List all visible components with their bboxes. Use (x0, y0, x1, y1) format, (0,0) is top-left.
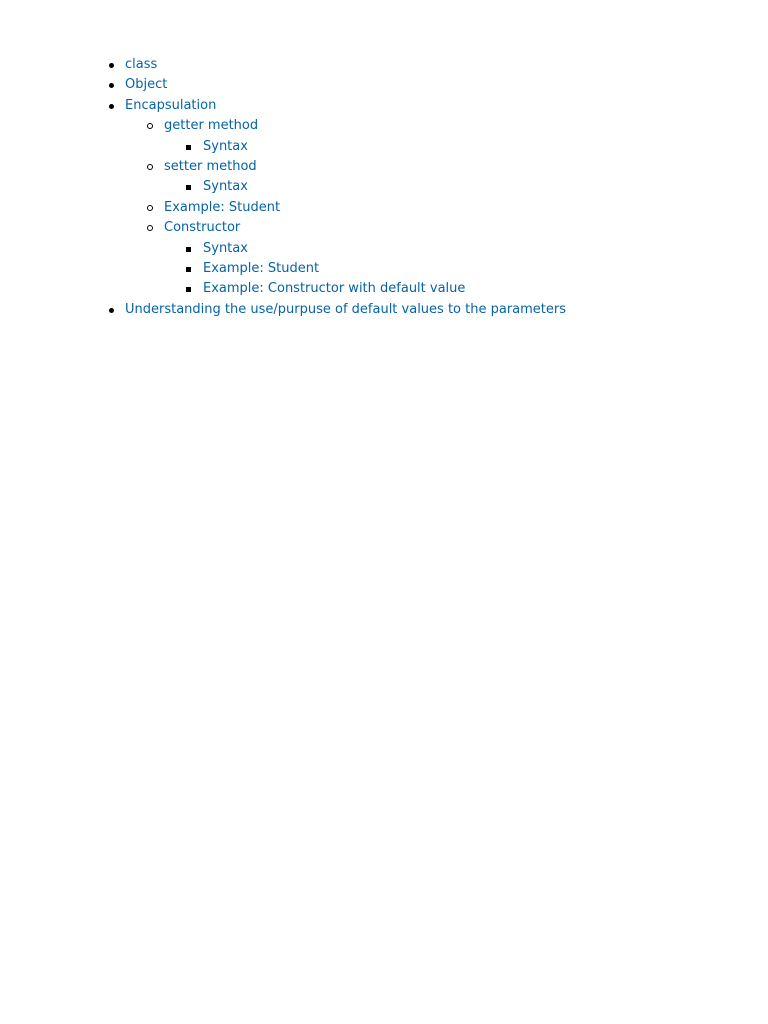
toc-link-default-values[interactable]: Understanding the use/purpuse of default values to the parameters (125, 301, 567, 317)
toc-link-getter-syntax[interactable]: Syntax (203, 138, 248, 154)
toc-item-constructor-example-student (0, 259, 768, 279)
toc-item-constructor (0, 218, 768, 238)
circle-bullet-icon (147, 225, 153, 231)
toc-link-object[interactable]: Object (125, 77, 168, 93)
toc-item-getter-syntax (0, 137, 768, 157)
disc-bullet-icon (109, 83, 114, 88)
toc-link-class[interactable]: class (125, 57, 158, 72)
toc-item-setter-method (0, 157, 768, 177)
toc-link-encapsulation[interactable]: Encapsulation (125, 97, 217, 113)
toc-link-constructor-syntax[interactable]: Syntax (203, 240, 248, 256)
toc-link-constructor-default-value[interactable]: Example: Constructor with default value (203, 281, 466, 297)
square-bullet-icon (186, 145, 191, 150)
toc-link-constructor[interactable]: Constructor (164, 220, 241, 236)
toc-item-default-values (0, 300, 768, 320)
toc-item-encapsulation (0, 96, 768, 116)
disc-bullet-icon (109, 308, 114, 313)
toc-item-constructor-syntax (0, 239, 768, 259)
square-bullet-icon (186, 267, 191, 272)
circle-bullet-icon (147, 123, 153, 129)
toc-link-constructor-example-student[interactable]: Example: Student (203, 261, 320, 277)
toc-item-constructor-default-value (0, 279, 768, 299)
toc-list (0, 55, 768, 320)
disc-bullet-icon (109, 104, 114, 109)
toc-link-getter-method[interactable]: getter method (164, 118, 259, 134)
toc-item-example-student (0, 198, 768, 218)
toc-link-setter-syntax[interactable]: Syntax (203, 179, 248, 195)
toc-link-setter-method[interactable]: setter method (164, 159, 257, 175)
toc-item-setter-syntax (0, 177, 768, 197)
table-of-contents (0, 55, 768, 320)
toc-item-object (0, 75, 768, 95)
disc-bullet-icon (109, 63, 114, 68)
toc-link-example-student[interactable]: Example: Student (164, 199, 281, 215)
toc-item-getter-method (0, 116, 768, 136)
square-bullet-icon (186, 287, 191, 292)
toc-item-class (0, 55, 768, 75)
square-bullet-icon (186, 247, 191, 252)
square-bullet-icon (186, 185, 191, 190)
circle-bullet-icon (147, 205, 153, 211)
circle-bullet-icon (147, 164, 153, 170)
